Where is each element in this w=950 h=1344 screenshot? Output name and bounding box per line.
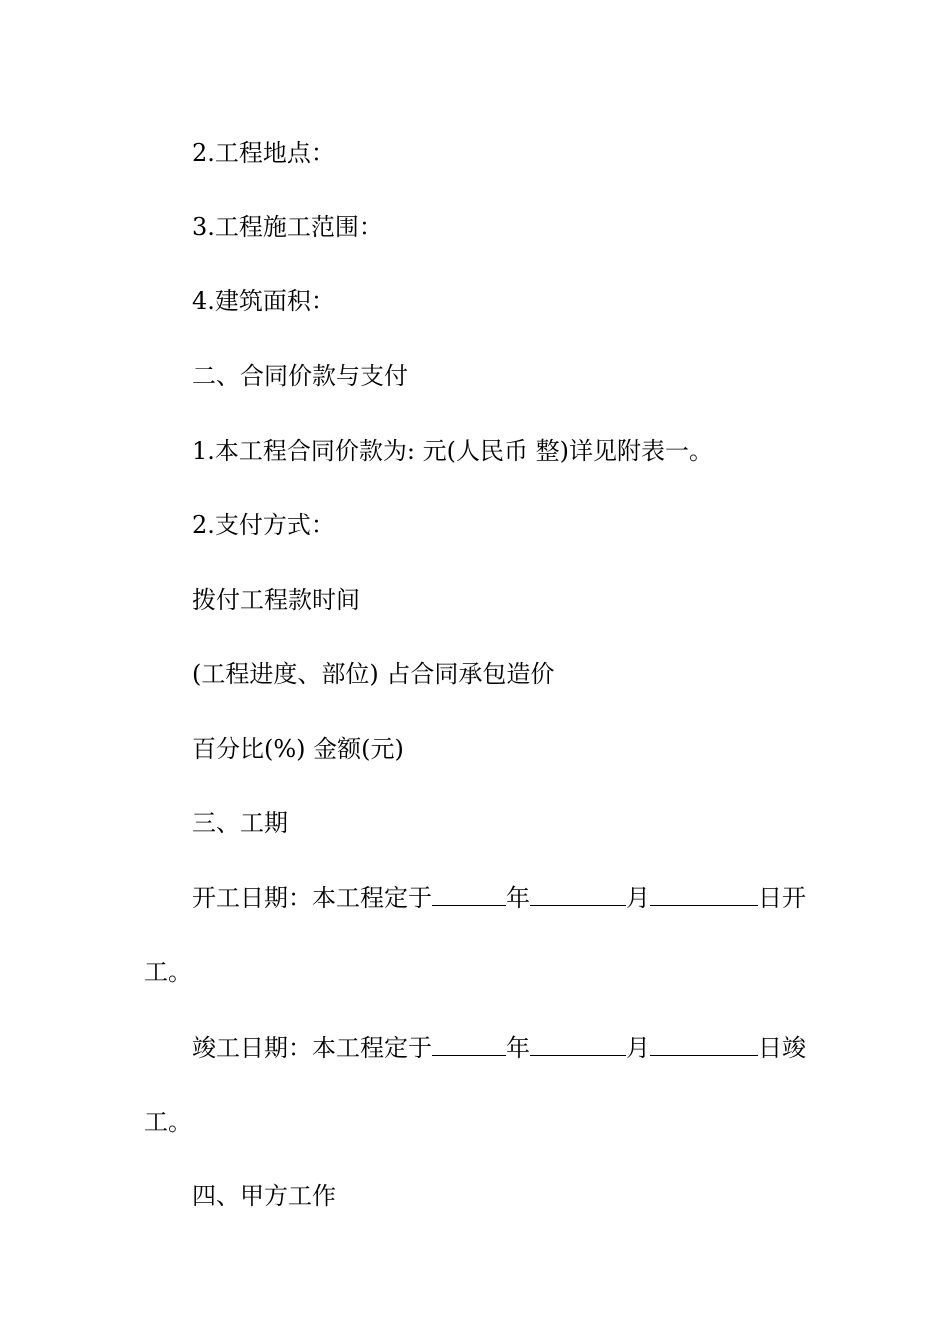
item-payment-method: 2.支付方式： xyxy=(192,511,335,539)
payment-time-label: 拨付工程款时间 xyxy=(192,586,360,614)
end-day-blank xyxy=(650,1033,758,1056)
end-month-label: 月 xyxy=(626,1034,650,1062)
start-month-label: 月 xyxy=(626,884,650,912)
progress-percent-label: (工程进度、部位) 占合同承包造价 xyxy=(192,660,555,688)
percent-amount-label: 百分比(%) 金额(元) xyxy=(192,735,404,763)
start-date-continuation: 工。 xyxy=(144,958,192,986)
heading-schedule: 三、工期 xyxy=(192,809,288,837)
end-date-continuation: 工。 xyxy=(144,1108,192,1136)
end-year-label: 年 xyxy=(506,1034,530,1062)
heading-contract-price: 二、合同价款与支付 xyxy=(192,362,408,390)
start-day-blank xyxy=(650,883,758,906)
end-year-blank xyxy=(432,1033,506,1056)
start-year-label: 年 xyxy=(506,884,530,912)
start-month-blank xyxy=(530,883,626,906)
item-project-location: 2.工程地点： xyxy=(192,139,335,167)
item-construction-scope: 3.工程施工范围： xyxy=(192,213,383,241)
item-contract-price: 1.本工程合同价款为: 元(人民币 整)详见附表一。 xyxy=(192,437,713,465)
start-year-blank xyxy=(432,883,506,906)
end-date-line xyxy=(192,1033,806,1063)
end-date-prefix: 竣工日期：本工程定于 xyxy=(192,1034,432,1062)
start-date-prefix: 开工日期：本工程定于 xyxy=(192,884,432,912)
end-month-blank xyxy=(530,1033,626,1056)
start-date-line xyxy=(192,883,806,913)
item-building-area: 4.建筑面积： xyxy=(192,287,335,315)
start-day-suffix: 日开 xyxy=(758,884,806,912)
end-day-suffix: 日竣 xyxy=(758,1034,806,1062)
heading-party-a-work: 四、甲方工作 xyxy=(192,1182,336,1210)
